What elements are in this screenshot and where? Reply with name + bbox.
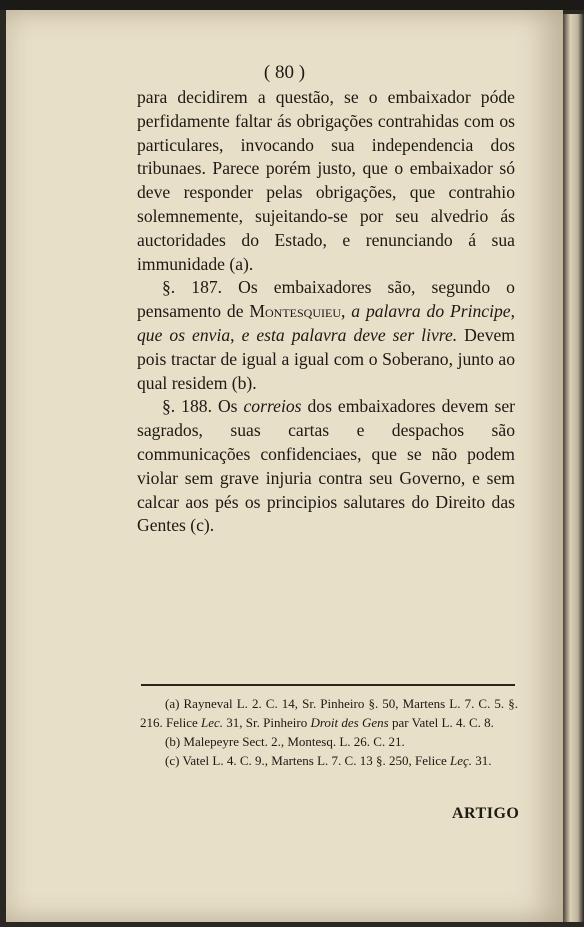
footnotes — [140, 694, 518, 770]
text-span: Os — [211, 396, 244, 417]
text-span: , — [341, 301, 352, 322]
footnote-text: (a) Rayneval L. 2. C. 14, Sr. Pinheiro §. 50, Martens L. 7. C. 5. §. 216. Felice — [140, 696, 518, 730]
book-page-edge — [563, 14, 584, 922]
paragraph-188 — [137, 395, 515, 538]
footnote-italic: Leç. — [450, 753, 473, 768]
italic-quote: que os envia — [137, 324, 231, 345]
text-span: Os embaixadores são, segundo o pensamento de — [137, 277, 515, 322]
text-span: dos embaixadores devem ser sagrados, suas cartas e despachos são communicações confidenciaes, que se não podem violar sem grave injuria contra seu Governo, e sem calcar aos pés os principios salutares do Direito das Gentes (c). — [137, 396, 515, 536]
text-span: Devem pois tractar de igual a igual com o Soberano, junto ao qual residem (b). — [137, 324, 515, 393]
footnote-a — [140, 694, 518, 732]
italic-quote: e esta palavra deve ser livre. — [241, 324, 458, 345]
italic-word: correios — [243, 396, 302, 417]
paragraph-187 — [137, 276, 515, 395]
footnote-text: 31, Sr. Pinheiro — [223, 715, 311, 730]
footnote-text: 31. — [472, 753, 492, 768]
text-span: , — [230, 324, 242, 345]
body-text — [137, 86, 515, 538]
text-span: , — [510, 301, 515, 322]
paragraph-1: para decidirem a questão, se o embaixador póde perfidamente faltar ás obrigações contrahidas com os particulares, invocando sua independencia dos tribunaes. Parece porém justo, que o embaixador só deve responder pelas obrigações, que contrahio solemnemente, sujeitando-se por seu alvedrio ás auctoridades do Estado, e renunciando á sua immunidade (a). — [137, 87, 515, 274]
footnote-text: par Vatel L. 4. C. 8. — [388, 715, 494, 730]
footnote-text: (c) Vatel L. 4. C. 9., Martens L. 7. C. 13 §. 250, Felice — [165, 753, 450, 768]
author-name: Montesquieu — [249, 301, 342, 322]
footnote-b: (b) Malepeyre Sect. 2., Montesq. L. 26. C. 21. — [165, 734, 405, 749]
italic-quote: a palavra do Principe — [351, 301, 511, 322]
footnote-divider — [141, 684, 515, 686]
footnote-italic: Lec. — [201, 715, 224, 730]
footnote-c — [140, 751, 518, 770]
page-number: ( 80 ) — [263, 62, 306, 83]
section-number-187: §. 187. — [162, 277, 223, 298]
footnote-italic: Droit des Gens — [310, 715, 389, 730]
catchword: ARTIGO — [452, 805, 520, 822]
section-number-188: §. 188. — [162, 396, 212, 417]
scan-top-border — [0, 0, 584, 10]
